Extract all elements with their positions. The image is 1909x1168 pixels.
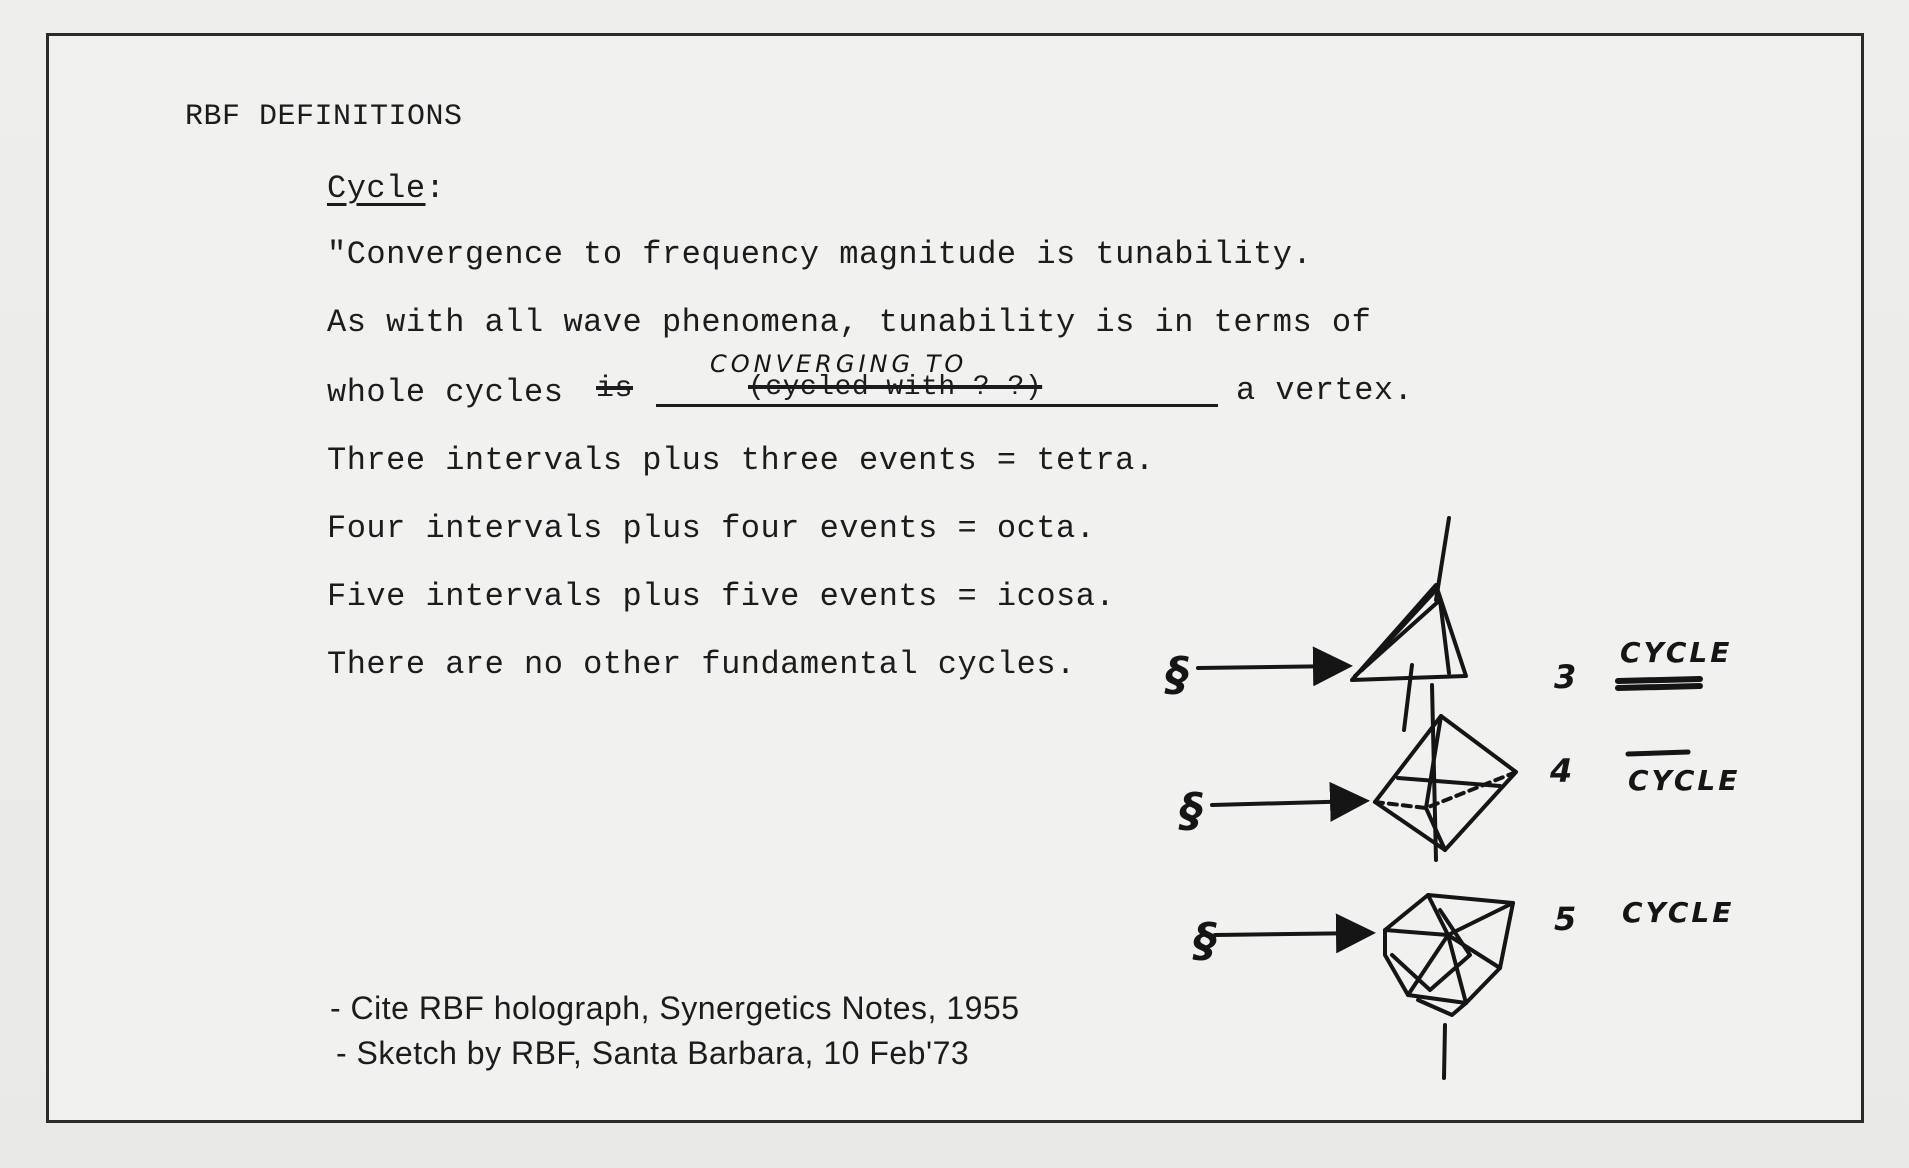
tetra-cycle-label: CYCLE xyxy=(1620,636,1733,669)
struck-phrase: (cycled with ? ?) xyxy=(748,372,1043,403)
term-colon: : xyxy=(425,170,446,207)
term-label: Cycle xyxy=(327,170,426,207)
citation-2: - Sketch by RBF, Santa Barbara, 10 Feb'73 xyxy=(336,1035,970,1071)
section-symbol-icosa: § xyxy=(1194,913,1217,967)
insertion-blank xyxy=(656,404,1218,407)
definition-line-3-start: whole cycles xyxy=(327,374,564,411)
tetra-cycle-number: 3 xyxy=(1554,658,1577,696)
icosa-cycle-label: CYCLE xyxy=(1622,896,1735,929)
definition-line-1: "Convergence to frequency magnitude is tunability. xyxy=(327,236,1313,273)
octa-cycle-number: 4 xyxy=(1550,752,1573,790)
definition-line-6: Five intervals plus five events = icosa. xyxy=(327,578,1116,615)
definition-line-2: As with all wave phenomena, tunability is in terms of xyxy=(327,304,1372,341)
icosa-cycle-number: 5 xyxy=(1554,900,1577,938)
handwritten-insertion: CONVERGING TO xyxy=(710,350,968,378)
definition-line-5: Four intervals plus four events = octa. xyxy=(327,510,1096,547)
definition-line-7: There are no other fundamental cycles. xyxy=(327,646,1076,683)
term-line xyxy=(327,170,445,207)
octa-cycle-label: CYCLE xyxy=(1628,764,1741,797)
section-symbol-tetra: § xyxy=(1166,647,1189,701)
definition-line-4: Three intervals plus three events = tetra. xyxy=(327,442,1155,479)
struck-word: is xyxy=(596,372,634,406)
definition-line-3-end: a vertex. xyxy=(1236,372,1414,409)
section-symbol-octa: § xyxy=(1180,783,1203,837)
document-title: RBF DEFINITIONS xyxy=(185,100,463,134)
citation-1: - Cite RBF holograph, Synergetics Notes, 1955 xyxy=(330,990,1020,1026)
